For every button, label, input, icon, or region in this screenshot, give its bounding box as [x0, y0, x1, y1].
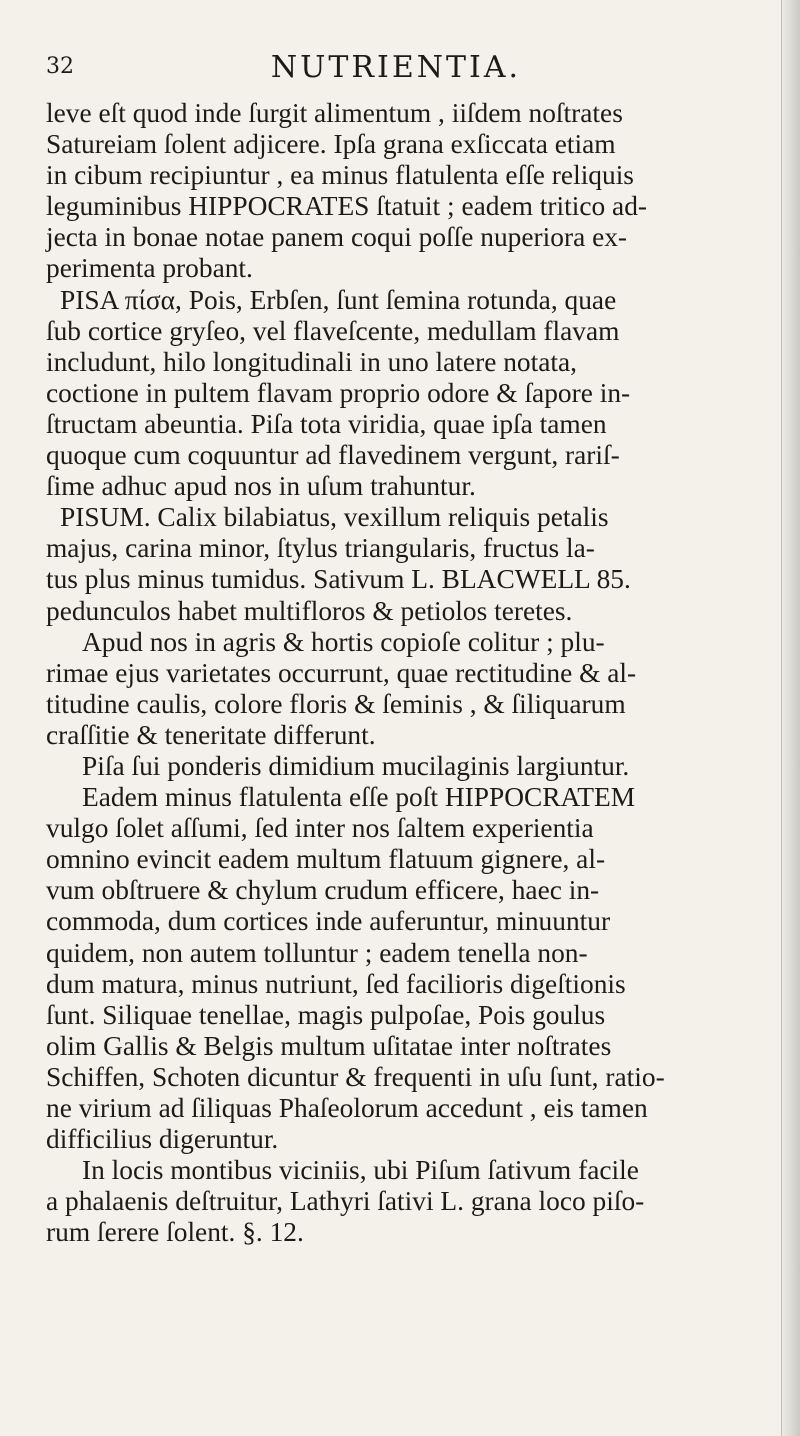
- text-line: ne virium ad ſiliquas Phaſeolorum accedunt , eis tamen: [46, 1093, 648, 1123]
- text-line: titudine caulis, colore floris & ſeminis , & ſiliquarum: [46, 688, 626, 719]
- running-title: NUTRIENTIA.: [270, 50, 522, 85]
- text-line: majus, carina minor, ſtylus triangularis, fructus la-: [46, 533, 595, 564]
- text-line: omnino evincit eadem multum flatuum gignere, al-: [46, 844, 606, 875]
- text-line: commoda, dum cortices inde auferuntur, minuuntur: [46, 906, 611, 937]
- text-line: Satureiam ſolent adjicere. Ipſa grana exſiccata etiam: [46, 129, 616, 160]
- text-line: ſime adhuc apud nos in uſum trahuntur.: [46, 471, 476, 502]
- text-line: Apud nos in agris & hortis copioſe colitur ; plu-: [82, 626, 605, 657]
- text-line: quidem, non autem tolluntur ; eadem tenella non-: [46, 937, 588, 968]
- text-line: quoque cum coquuntur ad flavedinem vergunt, rariſ-: [46, 440, 620, 471]
- text-line: ſtructam abeuntia. Piſa tota viridia, quae ipſa tamen: [46, 408, 607, 439]
- text-line: PISUM. Calix bilabiatus, vexillum reliquis petalis: [60, 502, 609, 533]
- page-header: [46, 50, 746, 90]
- text-line: olim Gallis & Belgis multum uſitatae inter noſtrates: [46, 1030, 612, 1061]
- text-line: Schiffen, Schoten dicuntur & frequenti in uſu ſunt, ratio-: [46, 1061, 665, 1092]
- text-line: vum obſtruere & chylum crudum efficere, haec in-: [46, 875, 600, 906]
- text-line: ſub cortice gryſeo, vel flaveſcente, medullam flavam: [46, 315, 620, 346]
- text-line: jecta in bonae notae panem coqui poſſe nuperiora ex-: [46, 222, 628, 253]
- page-edge: [781, 0, 800, 1436]
- text-line: vulgo ſolet aſſumi, ſed inter nos ſaltem experientia: [46, 813, 594, 844]
- text-line: in cibum recipiuntur , ea minus flatulenta eſſe reliquis: [46, 160, 634, 191]
- text-line: perimenta probant.: [46, 253, 253, 284]
- text-line: leve eſt quod inde ſurgit alimentum , iiſdem noſtrates: [46, 98, 623, 128]
- text-line: PISA πίσα, Pois, Erbſen, ſunt ſemina rotunda, quae: [60, 284, 617, 315]
- body-text: [46, 98, 758, 1248]
- text-line: coctione in pultem flavam proprio odore & ſapore in-: [46, 377, 631, 408]
- page-number: 32: [46, 54, 74, 79]
- text-line: a phalaenis deſtruitur, Lathyri ſativi L. grana loco piſo-: [46, 1186, 645, 1217]
- text-line: pedunculos habet multifloros & petiolos teretes.: [46, 595, 573, 626]
- text-line: dum matura, minus nutriunt, ſed facilioris digeſtionis: [46, 968, 626, 999]
- text-line: difficilius digeruntur.: [46, 1124, 279, 1155]
- text-line: rimae ejus varietates occurrunt, quae rectitudine & al-: [46, 657, 637, 688]
- text-line: craſſitie & teneritate differunt.: [46, 719, 376, 750]
- text-line: Piſa ſui ponderis dimidium mucilaginis largiuntur.: [82, 750, 630, 781]
- text-line: includunt, hilo longitudinali in uno latere notata,: [46, 346, 577, 377]
- text-line: Eadem minus flatulenta eſſe poſt HIPPOCRATEM: [82, 782, 636, 813]
- text-line: tus plus minus tumidus. Sativum L. BLACWELL 85.: [46, 564, 631, 595]
- text-line: leguminibus HIPPOCRATES ſtatuit ; eadem tritico ad-: [46, 191, 648, 222]
- text-line: rum ſerere ſolent. §. 12.: [46, 1217, 304, 1248]
- text-line: In locis montibus viciniis, ubi Piſum ſativum facile: [82, 1155, 639, 1186]
- text-line: ſunt. Siliquae tenellae, magis pulpoſae, Pois goulus: [46, 999, 606, 1030]
